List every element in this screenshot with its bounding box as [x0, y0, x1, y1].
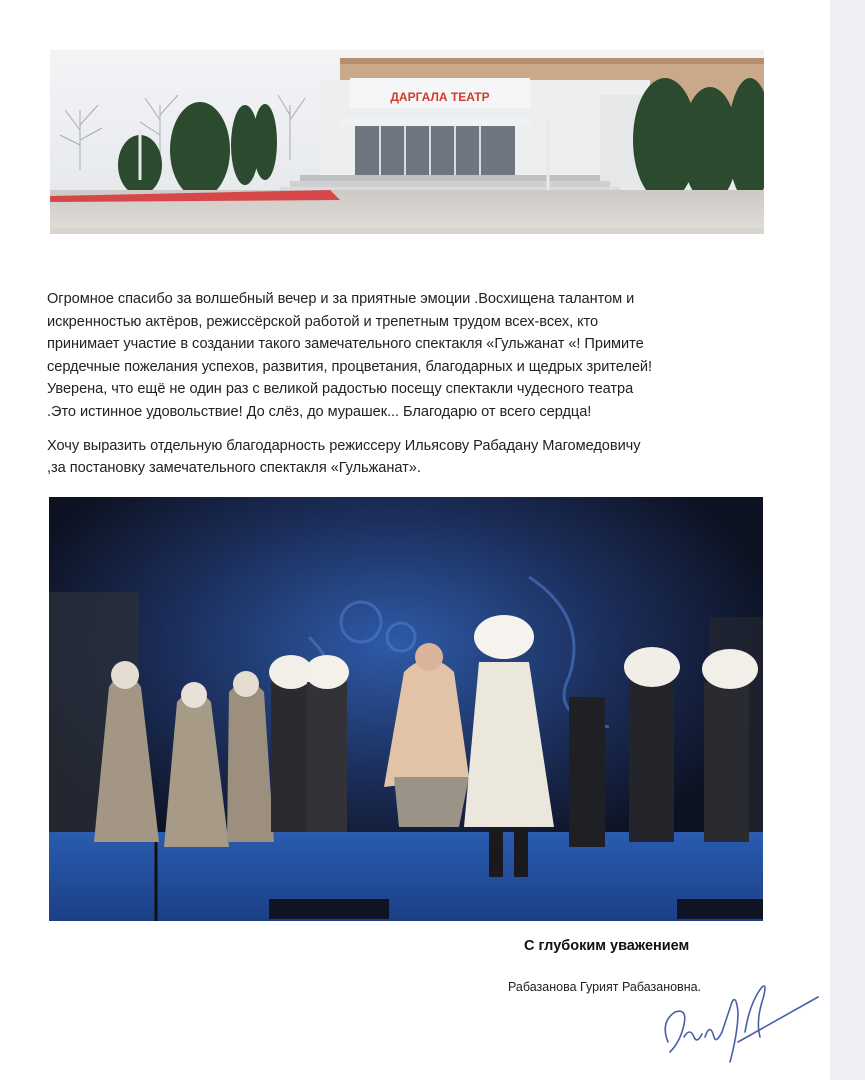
text-line: .Это истинное удовольствие! До слёз, до мурашек... Благодарю от всего сердца!: [47, 403, 592, 420]
text-line: Огромное спасибо за волшебный вечер и за приятные эмоции .Восхищена талантом и: [47, 291, 635, 307]
handwritten-signature: [650, 982, 820, 1072]
letter-paragraph-2: [47, 435, 767, 480]
theatre-building-photo: [50, 50, 764, 234]
text-line: ,за постановку замечательного спектакля «Гульжанат».: [47, 460, 421, 477]
text-line: искренностью актёров, режиссёрской работой и трепетным трудом всех-всех, кто: [47, 313, 599, 330]
theatre-sign: ДАРГАЛА ТЕАТР: [390, 90, 490, 104]
text-line: принимает участие в создании такого замечательного спектакля «Гульжанат «! Примите: [47, 336, 644, 353]
letter-body: [47, 288, 767, 480]
closing-phrase: С глубоким уважением: [524, 938, 690, 954]
page-edge: [830, 0, 865, 1080]
text-line: сердечные пожелания успехов, развития, процветания, благодарных и щедрых зрителей!: [47, 358, 652, 375]
text-line: Хочу выразить отдельную благодарность режиссеру Ильясову Рабадану Магомедовичу: [47, 437, 641, 454]
letter-paragraph-1: [47, 288, 767, 424]
signer-name: Рабазанова Гурият Рабазановна.: [508, 980, 702, 994]
stage-performance-photo: [49, 497, 763, 921]
text-line: Уверена, что ещё не один раз с великой радостью посещу спектакли чудесного театра: [47, 381, 634, 398]
